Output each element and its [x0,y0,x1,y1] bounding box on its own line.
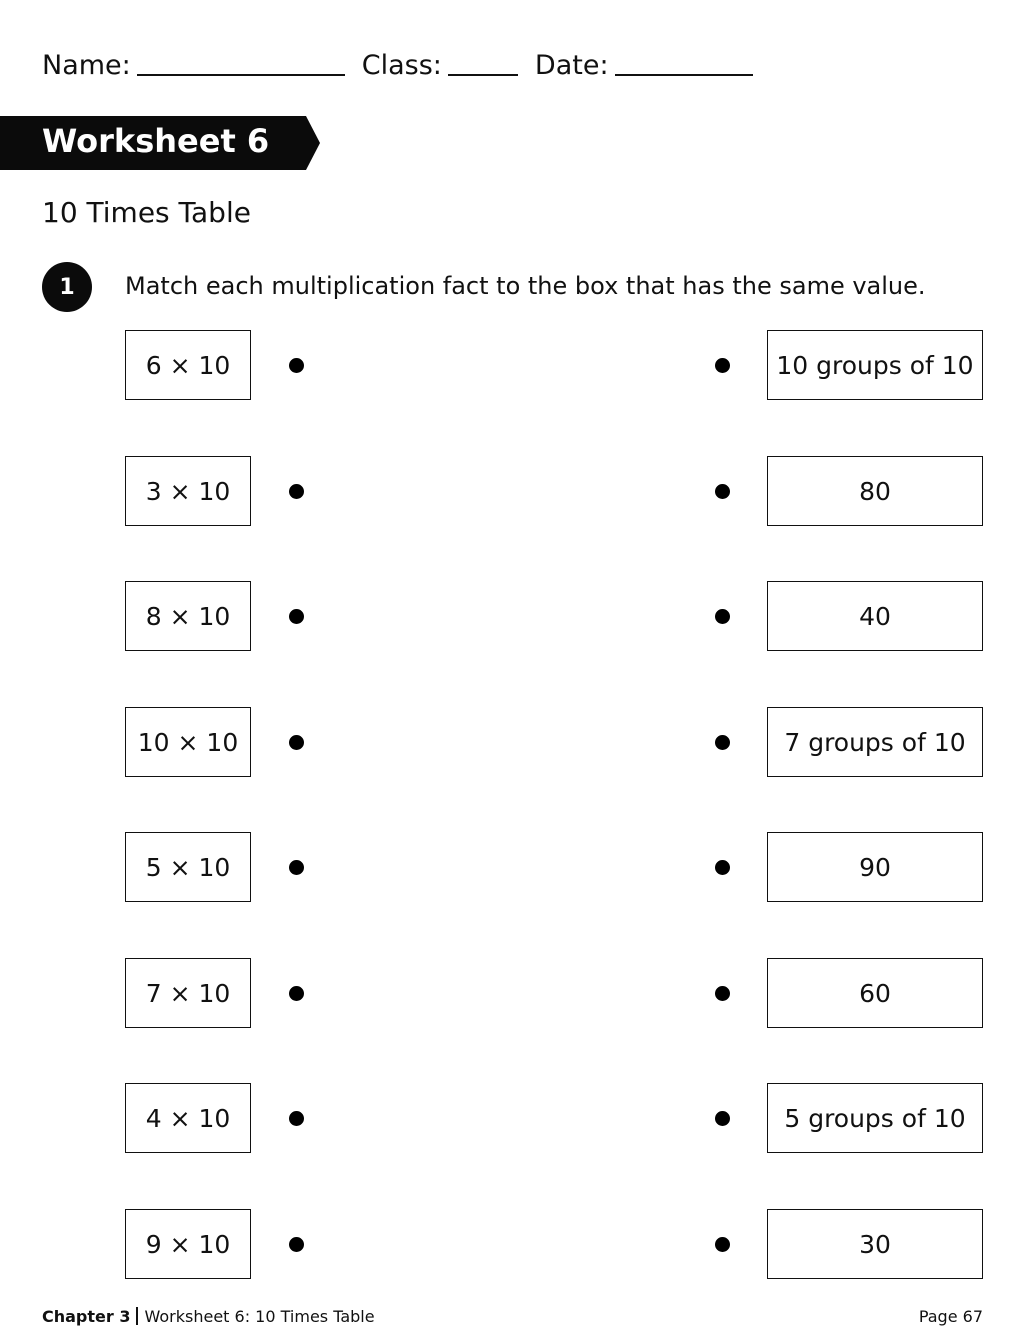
left-fact-box: 4 × 10 [125,1083,251,1153]
right-value-box: 7 groups of 10 [767,707,983,777]
student-info-header [42,50,770,81]
right-match-dot[interactable] [715,609,730,624]
right-match-dot[interactable] [715,986,730,1001]
right-value-box: 60 [767,958,983,1028]
left-match-dot[interactable] [289,735,304,750]
right-match-dot[interactable] [715,860,730,875]
left-fact-box: 7 × 10 [125,958,251,1028]
footer-divider [136,1307,138,1325]
name-line[interactable] [137,74,345,76]
left-fact-box: 5 × 10 [125,832,251,902]
question-instruction: Match each multiplication fact to the box that has the same value. [125,272,926,300]
right-value-box: 30 [767,1209,983,1279]
date-line[interactable] [615,74,753,76]
left-match-dot[interactable] [289,1111,304,1126]
date-label: Date: [534,50,609,81]
left-fact-box: 3 × 10 [125,456,251,526]
right-value-box: 5 groups of 10 [767,1083,983,1153]
footer-worksheet-ref: Worksheet 6: 10 Times Table [144,1307,375,1326]
right-match-dot[interactable] [715,735,730,750]
right-match-dot[interactable] [715,484,730,499]
right-match-dot[interactable] [715,358,730,373]
right-value-box: 90 [767,832,983,902]
left-match-dot[interactable] [289,860,304,875]
question-number-badge: 1 [42,262,92,312]
right-value-box: 40 [767,581,983,651]
footer-chapter: Chapter 3 [42,1307,131,1326]
worksheet-title: Worksheet 6 [42,122,270,160]
name-label: Name: [42,50,131,81]
left-fact-box: 10 × 10 [125,707,251,777]
class-line[interactable] [448,74,518,76]
left-match-dot[interactable] [289,1237,304,1252]
footer-chapter-info [42,1307,375,1326]
left-fact-box: 6 × 10 [125,330,251,400]
left-match-dot[interactable] [289,609,304,624]
left-fact-box: 9 × 10 [125,1209,251,1279]
worksheet-subtitle: 10 Times Table [42,196,251,229]
footer-page-number: Page 67 [918,1307,983,1326]
right-match-dot[interactable] [715,1237,730,1252]
class-label: Class: [361,50,442,81]
right-value-box: 80 [767,456,983,526]
left-match-dot[interactable] [289,484,304,499]
left-match-dot[interactable] [289,986,304,1001]
left-match-dot[interactable] [289,358,304,373]
left-fact-box: 8 × 10 [125,581,251,651]
right-match-dot[interactable] [715,1111,730,1126]
right-value-box: 10 groups of 10 [767,330,983,400]
